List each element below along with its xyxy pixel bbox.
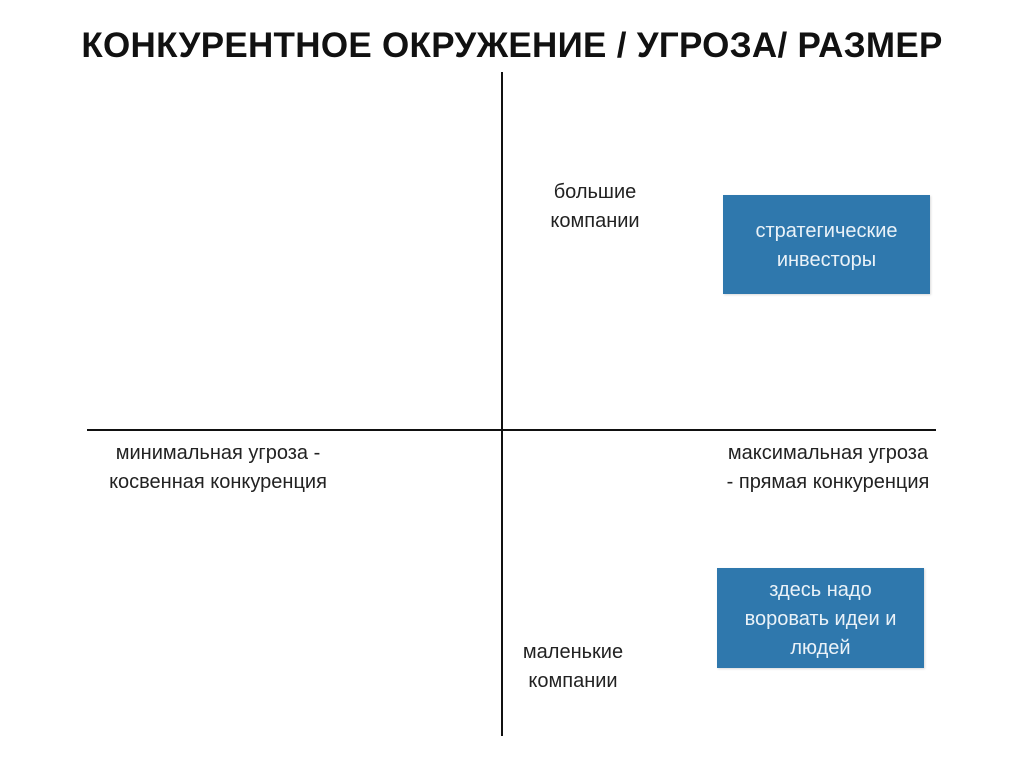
box-text-line: стратегические [755, 220, 898, 242]
axis-label-line: компании [550, 210, 640, 232]
page-title: КОНКУРЕНТНОЕ ОКРУЖЕНИЕ / УГРОЗА/ РАЗМЕР [81, 26, 943, 65]
vertical-axis-size [501, 72, 503, 736]
axis-label-line: большие [553, 181, 637, 203]
axis-label-line: - прямая конкуренция [726, 471, 930, 493]
box-text-line: воровать идеи и [744, 608, 897, 630]
box-text-line: людей [790, 637, 851, 659]
axis-label-minimal-threat [70, 439, 366, 497]
axis-label-line: маленькие [522, 641, 624, 663]
axis-label-large-companies [520, 178, 670, 236]
axis-label-line: компании [528, 670, 618, 692]
axis-label-line: максимальная угроза [727, 442, 929, 464]
strategic-investors-box [723, 195, 930, 294]
axis-label-small-companies [498, 638, 648, 696]
axis-label-maximal-threat [690, 439, 966, 497]
horizontal-axis-threat [87, 429, 936, 431]
box-text-line: здесь надо [769, 579, 872, 601]
axis-label-line: косвенная конкуренция [109, 471, 327, 493]
steal-ideas-box [717, 568, 924, 668]
box-text-line: инвесторы [776, 249, 877, 271]
axis-label-line: минимальная угроза - [115, 442, 321, 464]
